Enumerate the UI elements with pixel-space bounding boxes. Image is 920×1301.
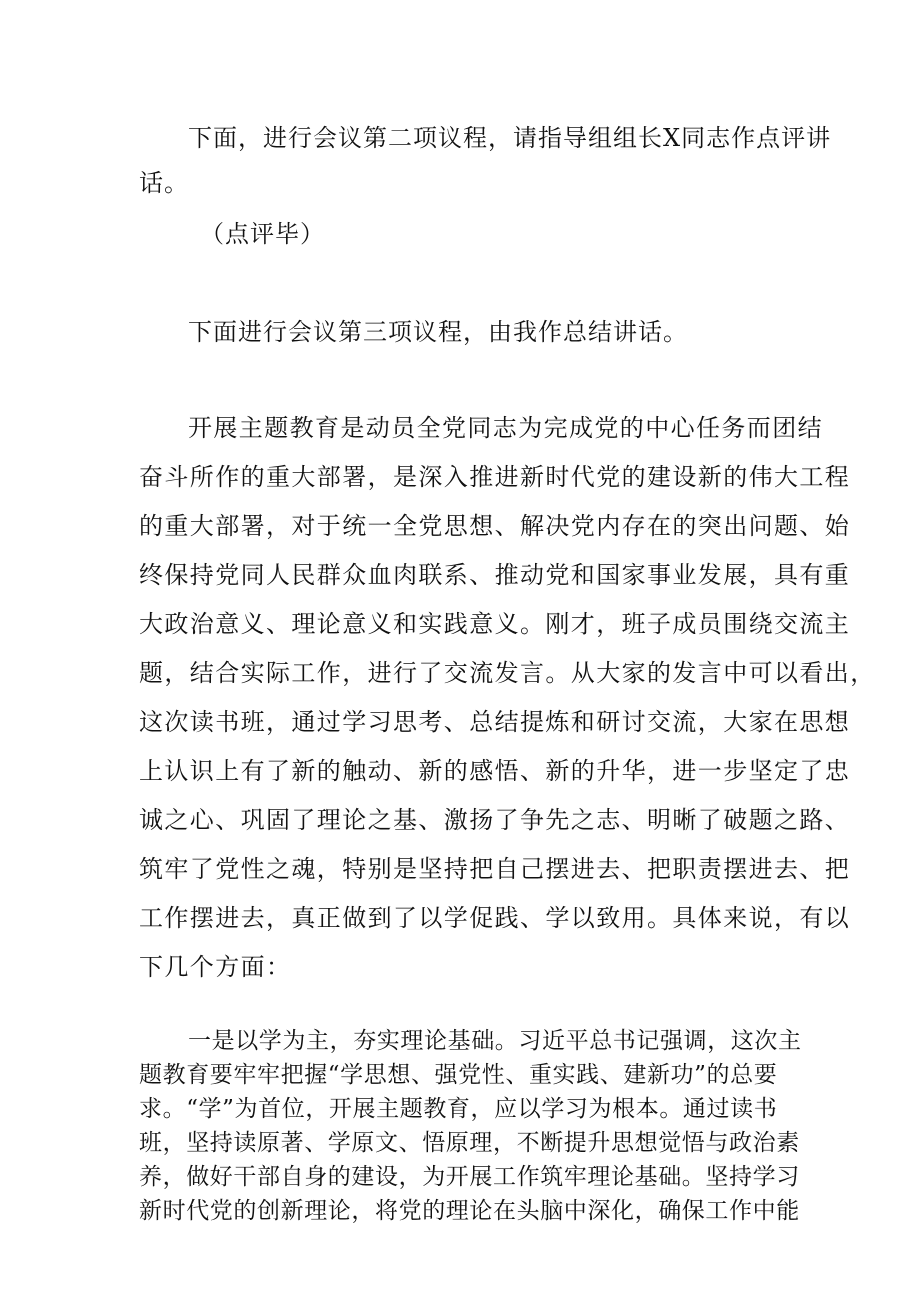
paragraph-4-line-3: 求。“学”为首位，开展主题教育，应以学习为根本。通过读书 — [139, 1096, 778, 1122]
paragraph-4-line-5: 养，做好干部自身的建设，为开展工作筑牢理论基础。坚持学习 — [139, 1164, 800, 1190]
paragraph-1-line-1: 下面，进行会议第二项议程，请指导组组长X同志作点评讲 — [188, 124, 832, 152]
paragraph-3-line-8: 上认识上有了新的触动、新的感悟、新的升华，进一步坚定了忠 — [139, 757, 851, 785]
paragraph-3-line-2: 奋斗所作的重大部署，是深入推进新时代党的建设新的伟大工程 — [139, 463, 851, 491]
paragraph-3-line-6: 题，结合实际工作，进行了交流发言。从大家的发言中可以看出， — [139, 659, 876, 687]
paragraph-4-line-2: 题教育要牢牢把握“学思想、强党性、重实践、建新功”的总要 — [139, 1062, 778, 1088]
paragraph-4-line-6: 新时代党的创新理论，将党的理论在头脑中深化，确保工作中能 — [139, 1198, 800, 1224]
paragraph-3-line-10: 筑牢了党性之魂，特别是坚持把自己摆进去、把职责摆进去、把 — [139, 855, 851, 883]
paragraph-3-line-1: 开展主题教育是动员全党同志为完成党的中心任务而团结 — [188, 414, 823, 442]
paragraph-4-line-1: 一是以学为主，夯实理论基础。习近平总书记强调，这次主 — [188, 1028, 802, 1054]
remark-text: （点评毕） — [200, 220, 325, 248]
paragraph-4-line-4: 班，坚持读原著、学原文、悟原理，不断提升思想觉悟与政治素 — [139, 1130, 800, 1156]
paragraph-3-line-5: 大政治意义、理论意义和实践意义。刚才，班子成员围绕交流主 — [139, 610, 851, 638]
paragraph-3-line-7: 这次读书班，通过学习思考、总结提炼和研讨交流，大家在思想 — [139, 708, 851, 736]
paragraph-3-line-4: 终保持党同人民群众血肉联系、推动党和国家事业发展，具有重 — [139, 561, 851, 589]
paragraph-3-line-11: 工作摆进去，真正做到了以学促践、学以致用。具体来说，有以 — [139, 904, 851, 932]
paragraph-3-line-12: 下几个方面： — [139, 953, 292, 981]
paragraph-1-line-2: 话。 — [139, 169, 189, 197]
paragraph-3-line-9: 诚之心、巩固了理论之基、激扬了争先之志、明晰了破题之路、 — [139, 806, 851, 834]
paragraph-2: 下面进行会议第三项议程，由我作总结讲话。 — [188, 318, 688, 346]
paragraph-3-line-3: 的重大部署，对于统一全党思想、解决党内存在的突出问题、始 — [139, 512, 851, 540]
